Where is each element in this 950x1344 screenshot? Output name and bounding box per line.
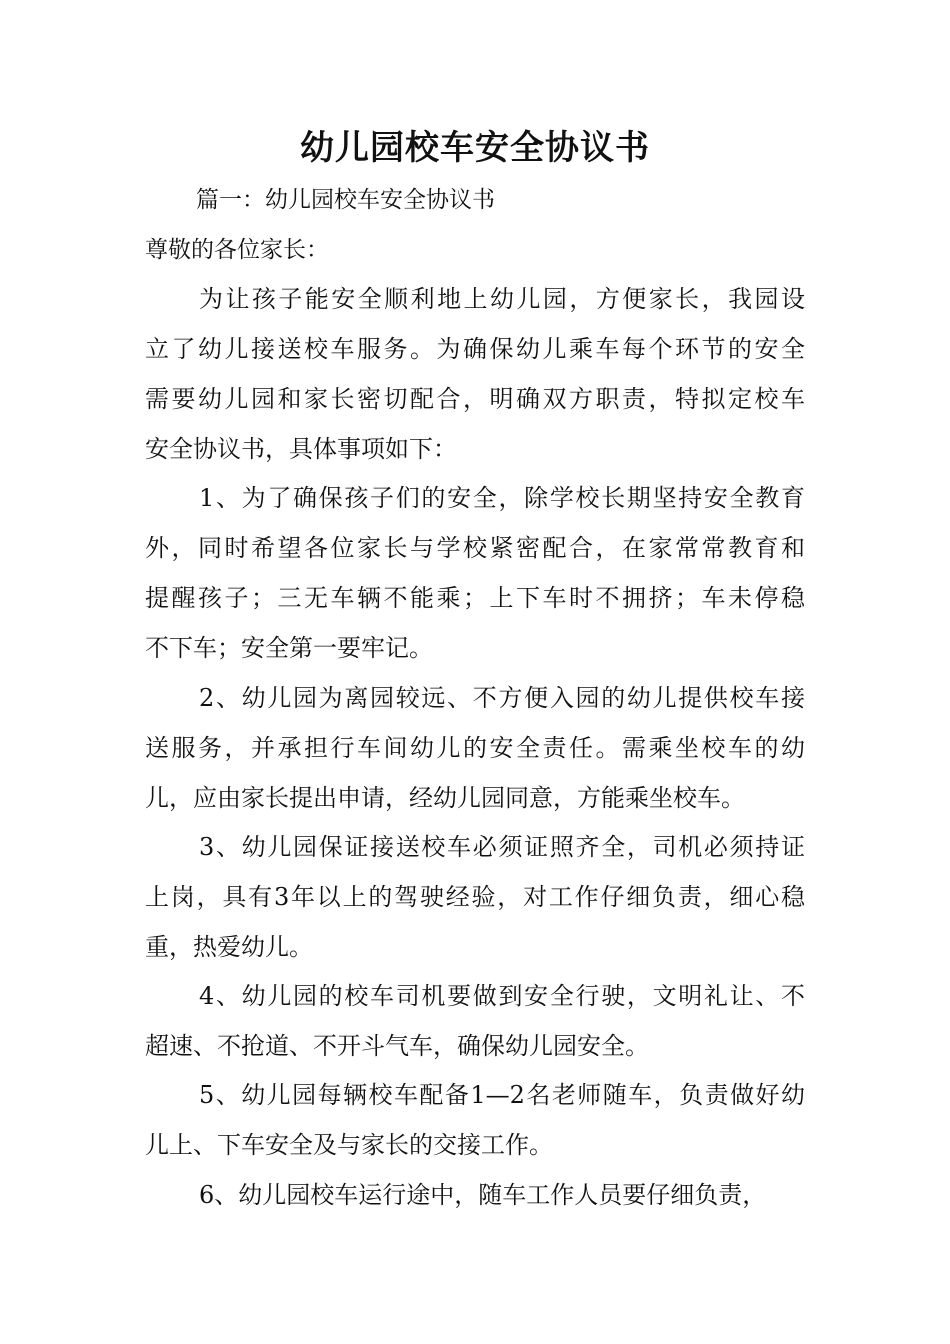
paragraph-line: 1、为了确保孩子们的安全，除学校长期坚持安全教育 [199, 484, 805, 512]
paragraph-line: 安全协议书，具体事项如下： [145, 435, 457, 463]
paragraph-line: 送服务，并承担行车间幼儿的安全责任。需乘坐校车的幼 [145, 734, 805, 762]
paragraph-line: 立了幼儿接送校车服务。为确保幼儿乘车每个环节的安全 [145, 335, 805, 363]
salutation: 尊敬的各位家长： [145, 237, 329, 263]
paragraph-line: 需要幼儿园和家长密切配合，明确双方职责，特拟定校车 [145, 385, 805, 413]
paragraph-line: 儿，应由家长提出申请，经幼儿园同意，方能乘坐校车。 [145, 784, 745, 812]
paragraph-line: 提醒孩子；三无车辆不能乘；上下车时不拥挤；车未停稳 [145, 584, 805, 612]
paragraph-line: 不下车；安全第一要牢记。 [145, 634, 433, 662]
paragraph-line: 外，同时希望各位家长与学校紧密配合，在家常常教育和 [145, 534, 805, 562]
paragraph-line: 5、幼儿园每辆校车配备1—2名老师随车，负责做好幼 [199, 1081, 805, 1109]
paragraph-line: 超速、不抢道、不开斗气车，确保幼儿园安全。 [145, 1032, 649, 1060]
paragraph-item-3 [145, 822, 805, 972]
paragraph-item-6 [145, 1170, 805, 1220]
paragraph-line: 2、幼儿园为离园较远、不方便入园的幼儿提供校车接 [199, 684, 805, 712]
paragraph-line: 为让孩子能安全顺利地上幼儿园，方便家长，我园设 [199, 285, 805, 313]
document-title: 幼儿园校车安全协议书 [300, 128, 650, 168]
paragraph-line: 儿上、下车安全及与家长的交接工作。 [145, 1131, 553, 1159]
paragraph-item-2 [145, 673, 805, 823]
paragraph-line: 3、幼儿园保证接送校车必须证照齐全，司机必须持证 [199, 833, 805, 861]
paragraph-line: 重，热爱幼儿。 [145, 933, 313, 961]
paragraph-item-1 [145, 473, 805, 673]
paragraph-intro [145, 274, 805, 474]
paragraph-line: 上岗，具有3年以上的驾驶经验，对工作仔细负责，细心稳 [145, 883, 805, 911]
paragraph-item-4 [145, 971, 805, 1071]
paragraph-item-5 [145, 1070, 805, 1170]
paragraph-line: 4、幼儿园的校车司机要做到安全行驶，文明礼让、不 [199, 982, 805, 1010]
document-subtitle: 篇一：幼儿园校车安全协议书 [196, 187, 495, 213]
paragraph-line: 6、幼儿园校车运行途中，随车工作人员要仔细负责， [199, 1181, 767, 1209]
